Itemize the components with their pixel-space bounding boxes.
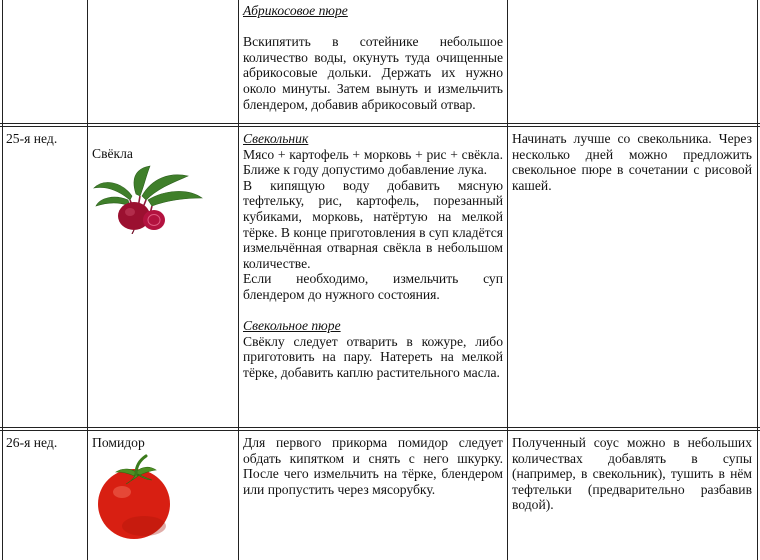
table-border — [0, 126, 760, 127]
table-border — [507, 0, 508, 560]
week-cell: 25-я нед. — [6, 131, 58, 146]
note-cell: Полученный соус можно в небольших количествах добавлять в супы (например, в свекольник), тушить в нём тефтельки (предварительно разбавив водой). — [512, 435, 752, 513]
recipe-title: Свекольник — [243, 131, 309, 146]
table-border — [2, 0, 3, 560]
table-border — [0, 427, 760, 428]
recipe-paragraph: В кипящую воду добавить мясную тефтельку, рис, картофель, порезанный кубиками, морковь, натёртую на мелкой тёрке. В конце приготовления в суп кладётся измельчённая отварная свёкла в небольшом количестве. — [243, 177, 503, 271]
recipe-cell — [243, 3, 503, 112]
recipe-paragraph: Для первого прикорма помидор следует обдать кипятком и снять с него шкурку. После чего измельчить на тёрке, блендером или пропустить через мясорубку. — [243, 435, 503, 497]
tomato-image — [96, 454, 174, 542]
product-name: Свёкла — [92, 146, 133, 161]
recipe-paragraph: Вскипятить в сотейнике небольшое количество воды, окунуть туда очищенные абрикосовые дольки. Держать их нужно около минуты. Затем вынуть и измельчить блендером, добавив абрикосовый отвар. — [243, 34, 503, 112]
beetroot-image — [92, 164, 204, 234]
week-cell: 26-я нед. — [6, 435, 58, 450]
note-cell: Начинать лучше со свекольника. Через несколько дней можно предложить свекольное пюре в сочетании с рисовой кашей. — [512, 131, 752, 193]
recipe-paragraph: Свёклу следует отварить в кожуре, либо приготовить на пару. Натереть на мелкой тёрке, добавить каплю растительного масла. — [243, 333, 503, 380]
table-border — [238, 0, 239, 560]
recipe-paragraph: Мясо + картофель + морковь + рис + свёкла. Ближе к году допустимо добавление лука. — [243, 146, 503, 178]
recipe-cell — [243, 435, 503, 497]
recipe-title: Свекольное пюре — [243, 318, 341, 334]
recipe-title: Абрикосовое пюре — [243, 3, 348, 18]
spacer — [243, 303, 503, 319]
recipe-paragraph: Если необходимо, измельчить суп блендером до нужного состояния. — [243, 271, 503, 302]
table-border — [0, 123, 760, 124]
table-border — [0, 430, 760, 431]
product-name: Помидор — [92, 435, 145, 450]
recipe-cell — [243, 131, 503, 381]
spacer — [243, 19, 503, 35]
table-border — [87, 0, 88, 560]
table-border — [757, 0, 758, 560]
